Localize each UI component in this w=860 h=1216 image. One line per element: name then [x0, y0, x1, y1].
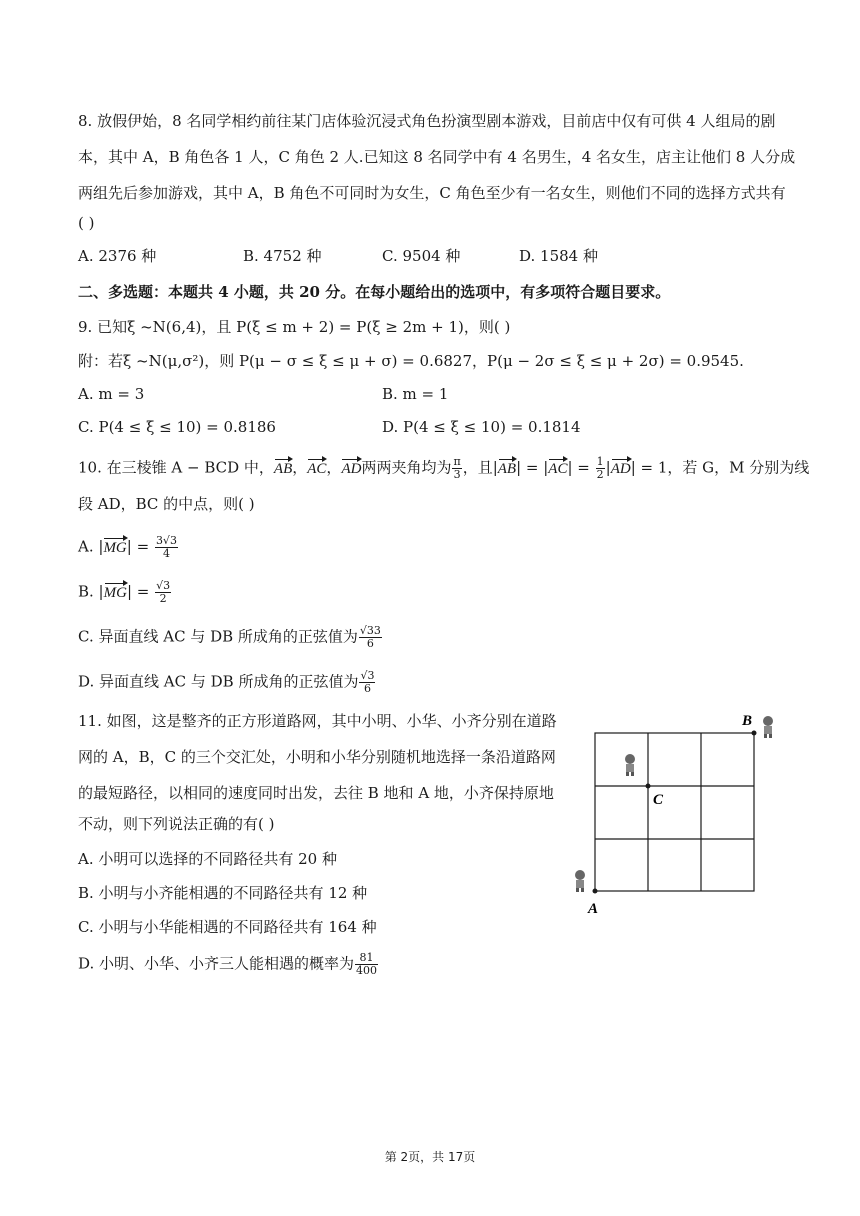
- fraction-root33-over-6: [359, 625, 382, 650]
- q10-text-g: | = 1，若 G，M 分别为线: [630, 458, 810, 477]
- road-grid-svg: [560, 705, 800, 920]
- option-d-text: D. 小明、小华、小齐三人能相遇的概率为: [78, 954, 355, 973]
- option-d-text: D. 异面直线 AC 与 DB 所成角的正弦值为: [78, 672, 359, 691]
- fraction-denominator: 6: [363, 682, 371, 695]
- q11-option-b: B. 小明与小齐能相遇的不同路径共有 12 种: [78, 884, 368, 902]
- q8-option-d: D. 1584 种: [519, 247, 598, 265]
- fraction-denominator: 2: [596, 468, 604, 481]
- vector-ab-2: AB: [498, 458, 516, 480]
- road-grid-figure: [560, 705, 800, 920]
- q10-text-b: 两两夹角均为: [361, 458, 452, 477]
- vector-mg-2: MG: [104, 582, 127, 604]
- q10-text-e: | =: [567, 458, 595, 477]
- fraction-3root3-over-4: [155, 535, 178, 560]
- q10-option-d: [78, 670, 376, 695]
- option-b-prefix: B. |: [78, 582, 104, 601]
- fraction-numerator: 81: [355, 952, 378, 965]
- person-icon-xiaoming: [575, 870, 585, 892]
- q8-option-b: B. 4752 种: [243, 247, 322, 265]
- point-c-dot: [646, 784, 651, 789]
- fraction-denominator: 2: [159, 592, 167, 605]
- vector-ab: AB: [274, 458, 292, 480]
- fraction-denominator: 3: [453, 468, 461, 481]
- vector-ad: AD: [341, 458, 361, 480]
- q11-option-d: [78, 952, 379, 977]
- fraction-numerator: √3: [360, 669, 375, 682]
- point-a-dot: [593, 889, 598, 894]
- q8-option-c: C. 9504 种: [382, 247, 461, 265]
- q10-line-1: 10. 在三棱锥 A − BCD 中，AB，AC，AD两两夹角均为 $\frac{\pi}{3}$ ，且|AB| = |AC| = $\frac{1}{2}$ |AD| = 1，若 G，M 分别为线: [78, 455, 810, 481]
- option-b-equals: | =: [126, 582, 155, 601]
- q10-option-b: [78, 580, 172, 605]
- vector-ac: AC: [307, 458, 326, 480]
- q10-line-2: 段 AD，BC 的中点，则( ): [78, 495, 255, 513]
- fraction-numerator: π: [453, 455, 461, 468]
- fraction-pi-over-3: [452, 456, 461, 481]
- fraction-root3-over-2: [155, 580, 171, 605]
- fraction-numerator: 1: [596, 455, 604, 468]
- q8-line-3: 两组先后参加游戏，其中 A，B 角色不可同时为女生，C 角色至少有一名女生，则他们不同的选择方式共有: [78, 184, 786, 202]
- fraction-81-over-400: [355, 952, 378, 977]
- q11-option-a: A. 小明可以选择的不同路径共有 20 种: [78, 850, 337, 868]
- section-2-header: 二、多选题：本题共 4 小题，共 20 分。在每小题给出的选项中，有多项符合题目要求。: [78, 283, 671, 301]
- vector-ac-2: AC: [548, 458, 567, 480]
- grid-border: [595, 733, 754, 891]
- q10-option-a: [78, 535, 179, 560]
- option-a-prefix: A. |: [78, 537, 104, 556]
- q9-line-2: 附：若ξ ~N(μ,σ²)，则 P(μ − σ ≤ ξ ≤ μ + σ) = 0.6827，P(μ − 2σ ≤ ξ ≤ μ + 2σ) = 0.9545.: [78, 352, 744, 370]
- label-a: A: [588, 901, 599, 917]
- fraction-denominator: 6: [366, 637, 374, 650]
- q11-line-2: 网的 A，B，C 的三个交汇处，小明和小华分别随机地选择一条沿道路网: [78, 748, 556, 766]
- fraction-numerator: √3: [156, 579, 171, 592]
- q9-option-a: A. m = 3: [78, 385, 145, 403]
- vector-mg: MG: [103, 537, 126, 559]
- q9-option-c: C. P(4 ≤ ξ ≤ 10) = 0.8186: [78, 418, 276, 436]
- option-a-equals: | =: [126, 537, 154, 556]
- q9-option-d: D. P(4 ≤ ξ ≤ 10) = 0.1814: [382, 418, 581, 436]
- person-icon-xiaohua: [763, 716, 773, 738]
- vector-ad-2: AD: [611, 458, 631, 480]
- q9-option-b: B. m = 1: [382, 385, 449, 403]
- option-c-text: C. 异面直线 AC 与 DB 所成角的正弦值为: [78, 627, 358, 646]
- q8-line-1: 8. 放假伊始，8 名同学相约前往某门店体验沉浸式角色扮演型剧本游戏，目前店中仅有可供 4 人组局的剧: [78, 112, 776, 130]
- q11-line-4: 不动，则下列说法正确的有( ): [78, 815, 275, 833]
- q8-line-4: ( ): [78, 214, 95, 232]
- grid-lines: [595, 733, 754, 891]
- q8-option-a: A. 2376 种: [78, 247, 157, 265]
- fraction-numerator: 3√3: [155, 534, 177, 547]
- q8-line-2: 本，其中 A，B 角色各 1 人，C 角色 2 人.已知这 8 名同学中有 4 名男生，4 名女生，店主让他们 8 人分成: [78, 148, 796, 166]
- q10-text-d: | = |: [516, 458, 549, 477]
- fraction-root3-over-6: [359, 670, 375, 695]
- q11-line-3: 的最短路径，以相同的速度同时出发，去往 B 地和 A 地，小齐保持原地: [78, 784, 554, 802]
- point-b-dot: [752, 731, 757, 736]
- label-c: C: [653, 792, 664, 808]
- label-b: B: [742, 713, 753, 729]
- person-icon-xiaoqi: [625, 754, 635, 776]
- fraction-denominator: 400: [356, 964, 378, 977]
- q9-line-1: 9. 已知ξ ~N(6,4)，且 P(ξ ≤ m + 2) = P(ξ ≥ 2m + 1)，则( ): [78, 318, 511, 336]
- q10-text-c: ，且|: [462, 458, 498, 477]
- q10-text-a: 10. 在三棱锥 A − BCD 中，: [78, 458, 274, 477]
- fraction-denominator: 4: [162, 547, 170, 560]
- fraction-numerator: √33: [359, 624, 381, 637]
- q10-text-f: |: [605, 458, 611, 477]
- q10-option-c: [78, 625, 383, 650]
- q11-option-c: C. 小明与小华能相遇的不同路径共有 164 种: [78, 918, 377, 936]
- fraction-one-half: [596, 456, 605, 481]
- page-footer: 第 2页，共 17页: [384, 1150, 476, 1164]
- q11-line-1: 11. 如图，这是整齐的正方形道路网，其中小明、小华、小齐分别在道路: [78, 712, 557, 730]
